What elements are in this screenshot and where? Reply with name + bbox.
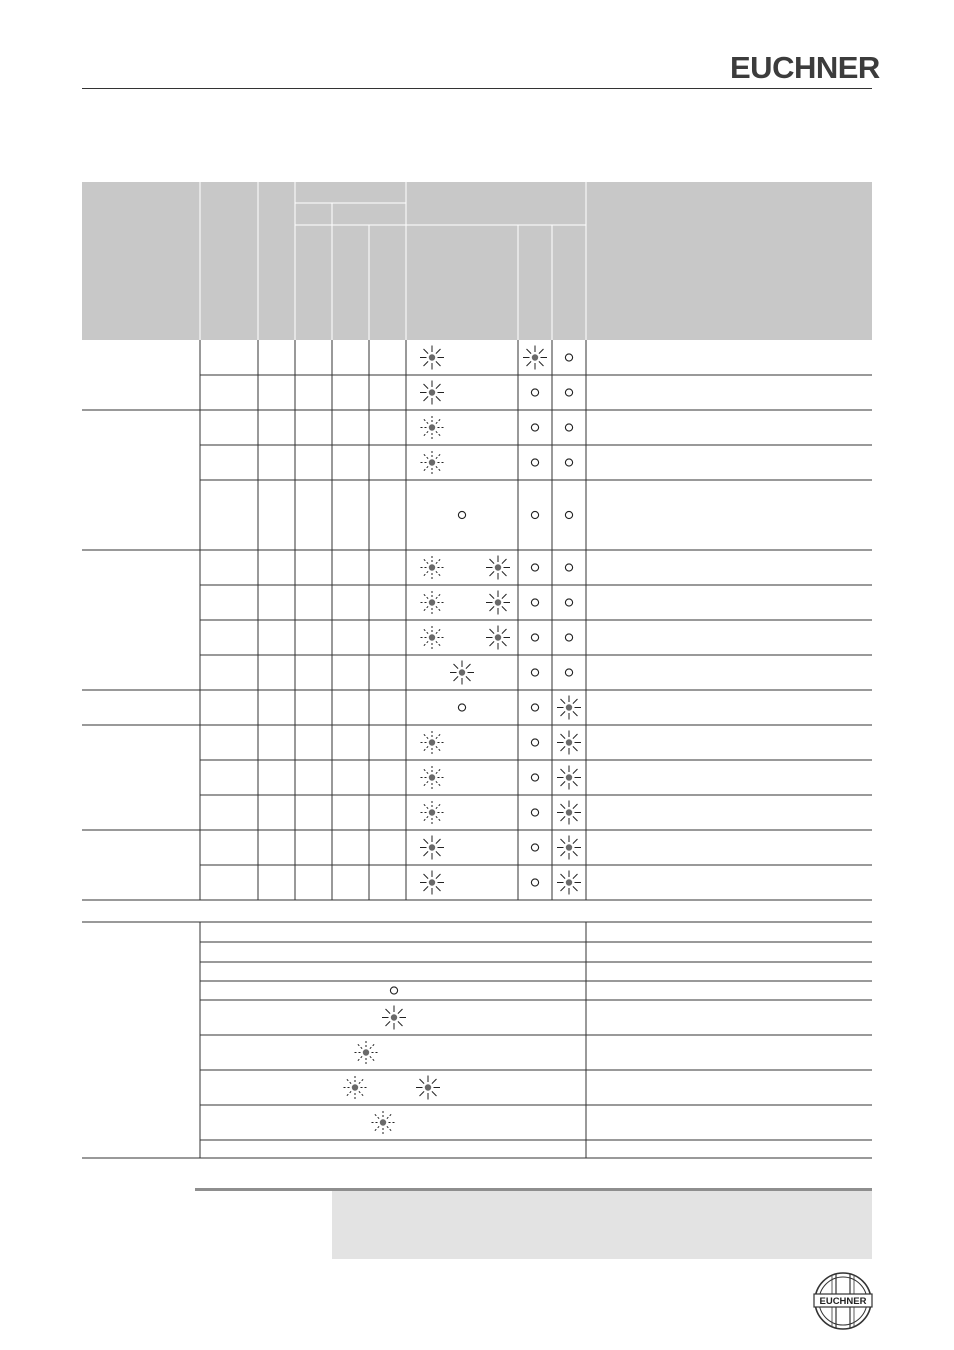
led-on-icon	[557, 731, 581, 755]
led-on-icon	[557, 836, 581, 860]
legend-row	[200, 981, 872, 994]
table-row	[200, 620, 872, 650]
led-off-icon	[565, 564, 572, 571]
table-row	[200, 375, 872, 405]
led-off-icon	[458, 704, 465, 711]
led-off-icon	[531, 459, 538, 466]
euchner-brand-logo: EUCHNER	[730, 50, 880, 85]
led-on-icon	[450, 661, 474, 685]
led-on-icon	[420, 346, 444, 370]
table-row	[200, 865, 872, 895]
led-off-icon	[531, 844, 538, 851]
euchner-badge-logo	[812, 1270, 874, 1332]
table-row	[200, 480, 872, 519]
led-off-icon	[531, 774, 538, 781]
legend-row	[200, 1000, 872, 1030]
led-off-icon	[458, 511, 465, 518]
led-off-icon	[565, 389, 572, 396]
legend-row	[200, 1070, 872, 1100]
led-on-icon	[486, 626, 510, 650]
led-on-icon	[523, 346, 547, 370]
led-status-table	[82, 182, 872, 900]
led-off-icon	[531, 809, 538, 816]
led-off-icon	[531, 389, 538, 396]
led-off-icon	[565, 669, 572, 676]
led-off-icon	[565, 511, 572, 518]
led-blink-icon	[420, 626, 444, 650]
led-off-icon	[531, 511, 538, 518]
led-blink-icon	[420, 451, 444, 475]
led-off-icon	[531, 424, 538, 431]
led-off-icon	[531, 599, 538, 606]
led-blink-icon	[420, 591, 444, 615]
led-off-icon	[565, 599, 572, 606]
table-row	[200, 445, 872, 475]
led-off-icon	[565, 354, 572, 361]
legend-row	[200, 1035, 872, 1065]
svg-text:EUCHNER: EUCHNER	[819, 1296, 867, 1307]
legend-row	[200, 1105, 872, 1135]
led-blink-icon	[420, 556, 444, 580]
table-row	[200, 585, 872, 615]
led-on-icon	[557, 766, 581, 790]
led-blink-icon	[420, 416, 444, 440]
table-row	[420, 346, 573, 370]
led-off-icon	[531, 669, 538, 676]
led-off-icon	[531, 704, 538, 711]
led-on-icon	[382, 1006, 406, 1030]
led-on-icon	[557, 696, 581, 720]
led-off-icon	[531, 634, 538, 641]
led-on-icon	[420, 871, 444, 895]
led-blink-icon	[371, 1111, 395, 1135]
led-legend-table	[82, 922, 872, 1158]
led-on-icon	[557, 801, 581, 825]
led-on-icon	[486, 591, 510, 615]
led-blink-icon	[343, 1076, 367, 1100]
led-on-icon	[416, 1076, 440, 1100]
led-blink-icon	[420, 731, 444, 755]
led-off-icon	[565, 634, 572, 641]
led-blink-icon	[420, 766, 444, 790]
led-on-icon	[557, 871, 581, 895]
led-off-icon	[390, 987, 397, 994]
note-box	[332, 1191, 872, 1259]
led-off-icon	[531, 879, 538, 886]
led-blink-icon	[420, 801, 444, 825]
led-off-icon	[565, 459, 572, 466]
led-off-icon	[531, 564, 538, 571]
led-blink-icon	[354, 1041, 378, 1065]
led-on-icon	[486, 556, 510, 580]
table-row	[200, 795, 872, 825]
led-off-icon	[565, 424, 572, 431]
led-on-icon	[420, 381, 444, 405]
table-row	[200, 760, 872, 790]
table-row	[200, 655, 872, 685]
led-on-icon	[420, 836, 444, 860]
led-off-icon	[531, 739, 538, 746]
